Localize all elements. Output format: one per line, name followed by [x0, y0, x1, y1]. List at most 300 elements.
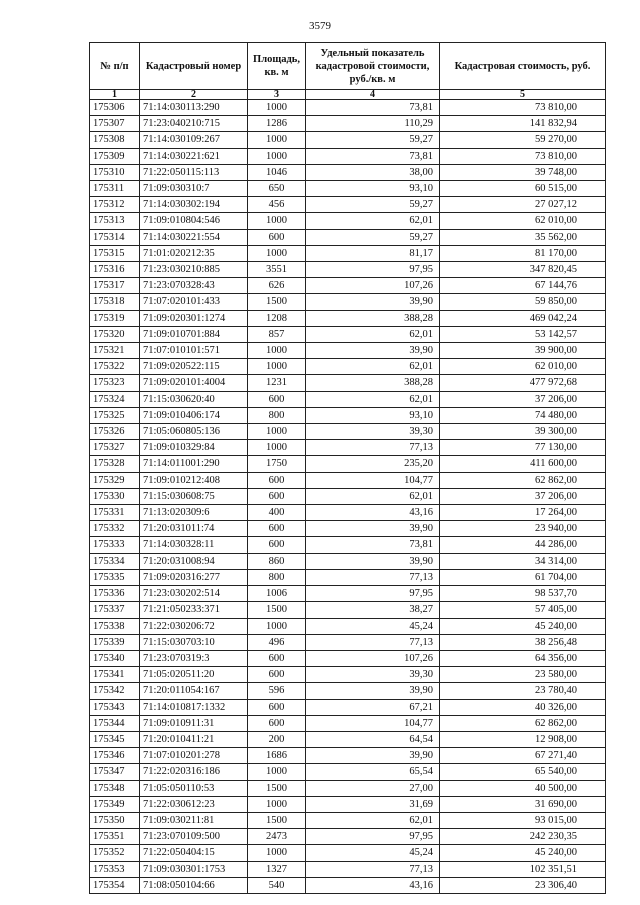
area: 600 — [248, 699, 306, 715]
cadastral-value: 59 270,00 — [440, 132, 606, 148]
row-index: 175312 — [90, 197, 140, 213]
cadastral-number: 71:09:010406:174 — [140, 407, 248, 423]
cadastral-value: 38 256,48 — [440, 634, 606, 650]
cadastral-number: 71:22:050404:15 — [140, 845, 248, 861]
area: 1000 — [248, 618, 306, 634]
area: 1000 — [248, 424, 306, 440]
row-index: 175351 — [90, 829, 140, 845]
unit-rate: 388,28 — [306, 310, 440, 326]
table-row — [90, 586, 606, 602]
unit-rate: 38,00 — [306, 164, 440, 180]
table-row — [90, 618, 606, 634]
cadastral-number: 71:20:010411:21 — [140, 731, 248, 747]
column-number: 4 — [306, 90, 440, 100]
area: 600 — [248, 472, 306, 488]
cadastral-number: 71:15:030608:75 — [140, 488, 248, 504]
cadastral-number: 71:23:070328:43 — [140, 278, 248, 294]
cadastral-number: 71:20:031008:94 — [140, 553, 248, 569]
header-area: Площадь, кв. м — [248, 43, 306, 90]
cadastral-number: 71:09:010701:884 — [140, 326, 248, 342]
unit-rate: 62,01 — [306, 812, 440, 828]
area: 600 — [248, 488, 306, 504]
table-row — [90, 764, 606, 780]
row-index: 175326 — [90, 424, 140, 440]
cadastral-value: 57 405,00 — [440, 602, 606, 618]
unit-rate: 62,01 — [306, 359, 440, 375]
cadastral-number: 71:20:011054:167 — [140, 683, 248, 699]
unit-rate: 81,17 — [306, 245, 440, 261]
area: 1686 — [248, 748, 306, 764]
cadastral-value: 102 351,51 — [440, 861, 606, 877]
table-row — [90, 424, 606, 440]
row-index: 175347 — [90, 764, 140, 780]
table-row — [90, 683, 606, 699]
table-row — [90, 440, 606, 456]
table-row — [90, 505, 606, 521]
area: 600 — [248, 667, 306, 683]
column-number: 5 — [440, 90, 606, 100]
cadastral-value: 23 940,00 — [440, 521, 606, 537]
row-index: 175342 — [90, 683, 140, 699]
cadastral-number: 71:09:010329:84 — [140, 440, 248, 456]
area: 1000 — [248, 148, 306, 164]
area: 540 — [248, 877, 306, 893]
cadastral-value: 39 900,00 — [440, 343, 606, 359]
unit-rate: 73,81 — [306, 537, 440, 553]
row-index: 175321 — [90, 343, 140, 359]
area: 2473 — [248, 829, 306, 845]
cadastral-value: 477 972,68 — [440, 375, 606, 391]
table-row — [90, 278, 606, 294]
cadastral-value: 141 832,94 — [440, 116, 606, 132]
area: 857 — [248, 326, 306, 342]
cadastral-number: 71:20:031011:74 — [140, 521, 248, 537]
area: 626 — [248, 278, 306, 294]
cadastral-value: 81 170,00 — [440, 245, 606, 261]
cadastral-number: 71:09:030211:81 — [140, 812, 248, 828]
unit-rate: 97,95 — [306, 829, 440, 845]
unit-rate: 59,27 — [306, 132, 440, 148]
table-row — [90, 650, 606, 666]
area: 650 — [248, 181, 306, 197]
cadastral-value: 62 010,00 — [440, 213, 606, 229]
table-row — [90, 245, 606, 261]
table-row — [90, 553, 606, 569]
unit-rate: 43,16 — [306, 505, 440, 521]
table-row — [90, 521, 606, 537]
cadastral-value: 67 144,76 — [440, 278, 606, 294]
table-row — [90, 569, 606, 585]
row-index: 175346 — [90, 748, 140, 764]
cadastral-value: 67 271,40 — [440, 748, 606, 764]
table-row — [90, 667, 606, 683]
area: 1000 — [248, 764, 306, 780]
column-number: 3 — [248, 90, 306, 100]
area: 800 — [248, 569, 306, 585]
row-index: 175335 — [90, 569, 140, 585]
area: 1500 — [248, 294, 306, 310]
table-row — [90, 456, 606, 472]
area: 600 — [248, 391, 306, 407]
cadastral-number: 71:09:020301:1274 — [140, 310, 248, 326]
row-index: 175320 — [90, 326, 140, 342]
table-row — [90, 164, 606, 180]
row-index: 175348 — [90, 780, 140, 796]
unit-rate: 107,26 — [306, 650, 440, 666]
page-number: 3579 — [309, 20, 331, 32]
row-index: 175319 — [90, 310, 140, 326]
row-index: 175309 — [90, 148, 140, 164]
row-index: 175333 — [90, 537, 140, 553]
row-index: 175337 — [90, 602, 140, 618]
row-index: 175340 — [90, 650, 140, 666]
cadastral-number: 71:14:030113:290 — [140, 100, 248, 116]
unit-rate: 62,01 — [306, 488, 440, 504]
cadastral-value: 60 515,00 — [440, 181, 606, 197]
table-row — [90, 877, 606, 893]
column-number: 2 — [140, 90, 248, 100]
table-row — [90, 262, 606, 278]
cadastral-number: 71:07:010201:278 — [140, 748, 248, 764]
area: 1500 — [248, 602, 306, 618]
table-row — [90, 715, 606, 731]
row-index: 175344 — [90, 715, 140, 731]
area: 1006 — [248, 586, 306, 602]
area: 860 — [248, 553, 306, 569]
unit-rate: 39,90 — [306, 343, 440, 359]
cadastral-value: 62 862,00 — [440, 715, 606, 731]
cadastral-number: 71:15:030620:40 — [140, 391, 248, 407]
cadastral-value: 12 908,00 — [440, 731, 606, 747]
cadastral-number: 71:05:020511:20 — [140, 667, 248, 683]
row-index: 175345 — [90, 731, 140, 747]
cadastral-number: 71:22:030612:23 — [140, 796, 248, 812]
unit-rate: 104,77 — [306, 715, 440, 731]
table-row — [90, 812, 606, 828]
table-row — [90, 488, 606, 504]
cadastral-number: 71:22:050115:113 — [140, 164, 248, 180]
cadastral-value: 23 580,00 — [440, 667, 606, 683]
row-index: 175322 — [90, 359, 140, 375]
cadastral-value: 17 264,00 — [440, 505, 606, 521]
row-index: 175325 — [90, 407, 140, 423]
cadastral-value: 37 206,00 — [440, 391, 606, 407]
unit-rate: 77,13 — [306, 440, 440, 456]
table-row — [90, 780, 606, 796]
area: 1500 — [248, 812, 306, 828]
unit-rate: 62,01 — [306, 391, 440, 407]
cadastral-number: 71:08:050104:66 — [140, 877, 248, 893]
cadastral-value: 73 810,00 — [440, 148, 606, 164]
cadastral-number: 71:22:020316:186 — [140, 764, 248, 780]
row-index: 175323 — [90, 375, 140, 391]
unit-rate: 59,27 — [306, 229, 440, 245]
unit-rate: 73,81 — [306, 100, 440, 116]
cadastral-value: 61 704,00 — [440, 569, 606, 585]
unit-rate: 73,81 — [306, 148, 440, 164]
cadastral-value: 37 206,00 — [440, 488, 606, 504]
unit-rate: 104,77 — [306, 472, 440, 488]
unit-rate: 62,01 — [306, 213, 440, 229]
cadastral-value: 40 500,00 — [440, 780, 606, 796]
unit-rate: 45,24 — [306, 845, 440, 861]
unit-rate: 235,20 — [306, 456, 440, 472]
cadastral-value: 45 240,00 — [440, 618, 606, 634]
area: 456 — [248, 197, 306, 213]
cadastral-value: 98 537,70 — [440, 586, 606, 602]
table-row — [90, 116, 606, 132]
cadastral-value: 62 010,00 — [440, 359, 606, 375]
cadastral-number: 71:14:010817:1332 — [140, 699, 248, 715]
area: 1750 — [248, 456, 306, 472]
table-row — [90, 472, 606, 488]
table-row — [90, 845, 606, 861]
cadastral-value: 23 780,40 — [440, 683, 606, 699]
cadastral-number: 71:09:020316:277 — [140, 569, 248, 585]
unit-rate: 62,01 — [306, 326, 440, 342]
table-row — [90, 229, 606, 245]
area: 400 — [248, 505, 306, 521]
unit-rate: 39,30 — [306, 667, 440, 683]
table-row — [90, 326, 606, 342]
cadastral-value: 65 540,00 — [440, 764, 606, 780]
area: 1000 — [248, 796, 306, 812]
cadastral-value: 74 480,00 — [440, 407, 606, 423]
cadastral-value: 62 862,00 — [440, 472, 606, 488]
area: 596 — [248, 683, 306, 699]
row-index: 175308 — [90, 132, 140, 148]
cadastral-number: 71:05:050110:53 — [140, 780, 248, 796]
unit-rate: 31,69 — [306, 796, 440, 812]
cadastral-number: 71:09:020101:4004 — [140, 375, 248, 391]
area: 1000 — [248, 100, 306, 116]
header-row — [90, 43, 606, 90]
row-index: 175314 — [90, 229, 140, 245]
cadastral-number: 71:23:070109:500 — [140, 829, 248, 845]
unit-rate: 107,26 — [306, 278, 440, 294]
row-index: 175350 — [90, 812, 140, 828]
row-index: 175310 — [90, 164, 140, 180]
area: 1000 — [248, 845, 306, 861]
area: 3551 — [248, 262, 306, 278]
column-number-row — [90, 90, 606, 100]
area: 1000 — [248, 343, 306, 359]
table-row — [90, 861, 606, 877]
cadastral-value: 242 230,35 — [440, 829, 606, 845]
unit-rate: 39,90 — [306, 521, 440, 537]
area: 600 — [248, 537, 306, 553]
table-body — [90, 100, 606, 894]
cadastral-number: 71:14:030221:554 — [140, 229, 248, 245]
row-index: 175306 — [90, 100, 140, 116]
area: 496 — [248, 634, 306, 650]
area: 1046 — [248, 164, 306, 180]
cadastral-value: 93 015,00 — [440, 812, 606, 828]
header-cadastral-number: Кадастровый номер — [140, 43, 248, 90]
cadastral-number: 71:09:010212:408 — [140, 472, 248, 488]
cadastral-number: 71:05:060805:136 — [140, 424, 248, 440]
unit-rate: 110,29 — [306, 116, 440, 132]
cadastral-number: 71:21:050233:371 — [140, 602, 248, 618]
table-row — [90, 407, 606, 423]
row-index: 175349 — [90, 796, 140, 812]
row-index: 175328 — [90, 456, 140, 472]
table-row — [90, 294, 606, 310]
area: 800 — [248, 407, 306, 423]
unit-rate: 39,90 — [306, 748, 440, 764]
cadastral-number: 71:22:030206:72 — [140, 618, 248, 634]
cadastral-value: 73 810,00 — [440, 100, 606, 116]
row-index: 175331 — [90, 505, 140, 521]
table-row — [90, 537, 606, 553]
table-row — [90, 796, 606, 812]
cadastral-value: 469 042,24 — [440, 310, 606, 326]
cadastral-value: 77 130,00 — [440, 440, 606, 456]
cadastral-number: 71:14:030109:267 — [140, 132, 248, 148]
area: 1000 — [248, 245, 306, 261]
row-index: 175332 — [90, 521, 140, 537]
unit-rate: 38,27 — [306, 602, 440, 618]
table-row — [90, 731, 606, 747]
table-row — [90, 602, 606, 618]
unit-rate: 77,13 — [306, 634, 440, 650]
header-index: № п/п — [90, 43, 140, 90]
unit-rate: 93,10 — [306, 407, 440, 423]
table-row — [90, 699, 606, 715]
cadastral-number: 71:09:010911:31 — [140, 715, 248, 731]
cadastral-number: 71:09:020522:115 — [140, 359, 248, 375]
row-index: 175327 — [90, 440, 140, 456]
cadastral-number: 71:15:030703:10 — [140, 634, 248, 650]
unit-rate: 93,10 — [306, 181, 440, 197]
unit-rate: 39,90 — [306, 683, 440, 699]
row-index: 175336 — [90, 586, 140, 602]
cadastral-number: 71:01:020212:35 — [140, 245, 248, 261]
unit-rate: 59,27 — [306, 197, 440, 213]
row-index: 175353 — [90, 861, 140, 877]
cadastral-value: 23 306,40 — [440, 877, 606, 893]
cadastral-number: 71:07:020101:433 — [140, 294, 248, 310]
area: 1231 — [248, 375, 306, 391]
table-row — [90, 132, 606, 148]
area: 1500 — [248, 780, 306, 796]
unit-rate: 67,21 — [306, 699, 440, 715]
row-index: 175352 — [90, 845, 140, 861]
cadastral-value: 35 562,00 — [440, 229, 606, 245]
row-index: 175330 — [90, 488, 140, 504]
cadastral-value: 64 356,00 — [440, 650, 606, 666]
row-index: 175324 — [90, 391, 140, 407]
area: 200 — [248, 731, 306, 747]
table-row — [90, 634, 606, 650]
cadastral-value: 39 300,00 — [440, 424, 606, 440]
row-index: 175334 — [90, 553, 140, 569]
cadastral-number: 71:23:070319:3 — [140, 650, 248, 666]
unit-rate: 43,16 — [306, 877, 440, 893]
unit-rate: 77,13 — [306, 861, 440, 877]
unit-rate: 65,54 — [306, 764, 440, 780]
area: 600 — [248, 229, 306, 245]
area: 600 — [248, 521, 306, 537]
area: 1000 — [248, 213, 306, 229]
cadastral-number: 71:23:030202:514 — [140, 586, 248, 602]
cadastral-value: 27 027,12 — [440, 197, 606, 213]
cadastral-number: 71:14:011001:290 — [140, 456, 248, 472]
cadastral-value: 40 326,00 — [440, 699, 606, 715]
row-index: 175339 — [90, 634, 140, 650]
cadastral-value: 39 748,00 — [440, 164, 606, 180]
row-index: 175315 — [90, 245, 140, 261]
cadastral-number: 71:14:030328:11 — [140, 537, 248, 553]
row-index: 175354 — [90, 877, 140, 893]
cadastral-number: 71:23:030210:885 — [140, 262, 248, 278]
cadastral-number: 71:13:020309:6 — [140, 505, 248, 521]
cadastral-value: 411 600,00 — [440, 456, 606, 472]
column-number: 1 — [90, 90, 140, 100]
cadastral-value: 347 820,45 — [440, 262, 606, 278]
unit-rate: 77,13 — [306, 569, 440, 585]
row-index: 175313 — [90, 213, 140, 229]
table-row — [90, 375, 606, 391]
cadastral-value: 34 314,00 — [440, 553, 606, 569]
table-row — [90, 343, 606, 359]
row-index: 175343 — [90, 699, 140, 715]
table-row — [90, 310, 606, 326]
area: 1286 — [248, 116, 306, 132]
unit-rate: 388,28 — [306, 375, 440, 391]
table-row — [90, 100, 606, 116]
unit-rate: 39,90 — [306, 553, 440, 569]
area: 1000 — [248, 359, 306, 375]
row-index: 175316 — [90, 262, 140, 278]
table-row — [90, 213, 606, 229]
table-row — [90, 148, 606, 164]
row-index: 175311 — [90, 181, 140, 197]
cadastral-number: 71:09:010804:546 — [140, 213, 248, 229]
unit-rate: 97,95 — [306, 262, 440, 278]
unit-rate: 39,30 — [306, 424, 440, 440]
cadastral-number: 71:09:030301:1753 — [140, 861, 248, 877]
table-row — [90, 359, 606, 375]
unit-rate: 27,00 — [306, 780, 440, 796]
area: 1000 — [248, 440, 306, 456]
row-index: 175307 — [90, 116, 140, 132]
header-unit-rate: Удельный показатель кадастровой стоимости, руб./кв. м — [306, 43, 440, 90]
area: 600 — [248, 715, 306, 731]
cadastral-number: 71:14:030221:621 — [140, 148, 248, 164]
cadastral-value: 53 142,57 — [440, 326, 606, 342]
area: 1327 — [248, 861, 306, 877]
table-row — [90, 748, 606, 764]
area: 1208 — [248, 310, 306, 326]
row-index: 175341 — [90, 667, 140, 683]
unit-rate: 39,90 — [306, 294, 440, 310]
table-row — [90, 391, 606, 407]
cadastral-value: 31 690,00 — [440, 796, 606, 812]
cadastral-number: 71:23:040210:715 — [140, 116, 248, 132]
unit-rate: 45,24 — [306, 618, 440, 634]
cadastral-value-table — [89, 42, 606, 894]
area: 600 — [248, 650, 306, 666]
header-cadastral-value: Кадастровая стоимость, руб. — [440, 43, 606, 90]
cadastral-value: 44 286,00 — [440, 537, 606, 553]
unit-rate: 97,95 — [306, 586, 440, 602]
table-row — [90, 197, 606, 213]
cadastral-value: 45 240,00 — [440, 845, 606, 861]
area: 1000 — [248, 132, 306, 148]
row-index: 175318 — [90, 294, 140, 310]
row-index: 175338 — [90, 618, 140, 634]
